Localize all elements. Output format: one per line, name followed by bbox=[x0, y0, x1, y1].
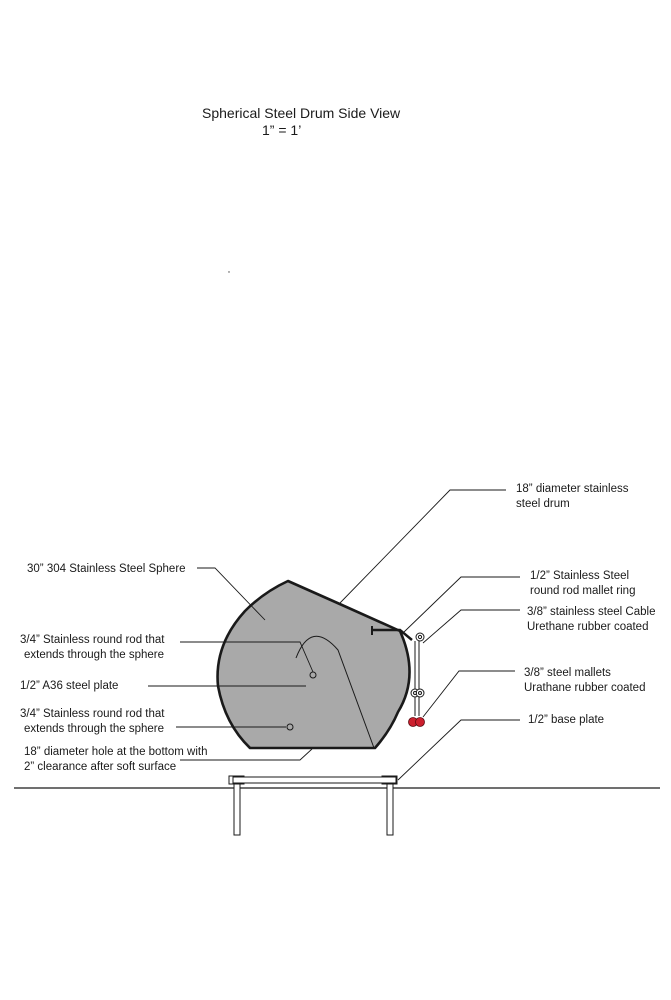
label-hole-line-2: 2” clearance after soft surface bbox=[24, 761, 177, 773]
label-rod-bottom-line-1: 3/4” Stainless round rod that bbox=[20, 708, 165, 720]
steel-sphere bbox=[218, 581, 410, 748]
label-rod-top-line-1: 3/4” Stainless round rod that bbox=[20, 634, 165, 646]
label-hole bbox=[24, 745, 207, 775]
stray-dot bbox=[228, 271, 229, 272]
label-cable bbox=[527, 605, 655, 635]
leader-cable bbox=[423, 610, 520, 643]
anchor-post-left bbox=[229, 776, 244, 835]
label-plate: 1/2” A36 steel plate bbox=[20, 680, 119, 692]
leader-mallets bbox=[423, 671, 515, 717]
label-mallet-ring bbox=[530, 569, 635, 599]
label-rod-top-line-2: extends through the sphere bbox=[24, 649, 165, 661]
leader-mallet-ring bbox=[404, 577, 520, 632]
anchor-post-right bbox=[382, 776, 397, 835]
base-plate bbox=[233, 777, 396, 783]
cable-assembly bbox=[411, 633, 424, 716]
label-cable-line-1: 3/8” stainless steel Cable bbox=[527, 606, 656, 618]
label-rod-top bbox=[20, 633, 164, 663]
leader-drum bbox=[339, 490, 506, 604]
label-mallets-line-1: 3/8” steel mallets bbox=[524, 667, 611, 679]
label-drum-line-1: 18” diameter stainless bbox=[516, 483, 629, 495]
label-hole-line-1: 18” diameter hole at the bottom with bbox=[24, 746, 208, 758]
label-cable-line-2: Urethane rubber coated bbox=[527, 621, 649, 633]
label-rod-bottom-line-2: extends through the sphere bbox=[24, 723, 165, 735]
mallet-head-right bbox=[416, 718, 425, 727]
label-drum-line-2: steel drum bbox=[516, 498, 570, 510]
label-rod-bottom bbox=[20, 707, 164, 737]
drawing-scale: 1” = 1’ bbox=[262, 122, 302, 138]
label-base-plate: 1/2” base plate bbox=[528, 714, 605, 726]
label-mallet-ring-line-2: round rod mallet ring bbox=[530, 585, 636, 597]
label-drum bbox=[516, 482, 629, 512]
label-mallets bbox=[524, 666, 645, 696]
drawing-title: Spherical Steel Drum Side View bbox=[202, 105, 401, 121]
label-sphere: 30” 304 Stainless Steel Sphere bbox=[27, 563, 186, 575]
leader-base-plate bbox=[398, 720, 520, 780]
label-mallets-line-2: Urathane rubber coated bbox=[524, 682, 646, 694]
label-mallet-ring-line-1: 1/2” Stainless Steel bbox=[530, 570, 630, 582]
